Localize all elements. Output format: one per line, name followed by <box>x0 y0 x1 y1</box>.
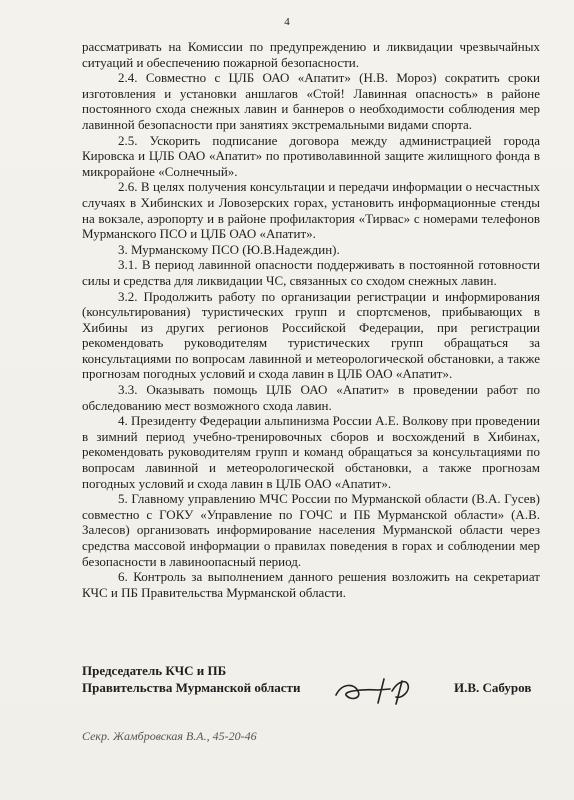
paragraph-3-3: 3.3. Оказывать помощь ЦЛБ ОАО «Апатит» в проведении работ по обследованию мест возможного схода лавин. <box>82 382 540 413</box>
document-body <box>82 39 540 600</box>
secretary-contact: Секр. Жамбровская В.А., 45-20-46 <box>82 729 257 743</box>
paragraph-5: 5. Главному управлению МЧС России по Мурманской области (В.А. Гусев) совместно с ГОКУ «Управление по ГОЧС и ПБ Мурманской области» (А.В. Залесов) организовать информирование населения Мурманской области через средства массовой информации о правилах поведения в горах и соблюдении мер безопасности в лавиноопасный период. <box>82 491 540 569</box>
paragraph-2-6: 2.6. В целях получения консультации и передачи информации о несчастных случаях в Хибинских и Ловозерских горах, установить информационные стенды на вокзале, аэропорту и в районе профилактория «Тирвас» с номерами телефонов Мурманского ПСО и ЦЛБ ОАО «Апатит». <box>82 179 540 242</box>
paragraph-3: 3. Мурманскому ПСО (Ю.В.Надеждин). <box>118 241 340 257</box>
paragraph-4: 4. Президенту Федерации альпинизма России А.Е. Волкову при проведении в зимний период учебно-тренировочных сборов и восхождений в Хибинах, рекомендовать руководителям групп и команд обращаться за консультациями по вопросам лавинной и метеорологической обстановки, а также прогнозам погодных условий и схода лавин в ЦЛБ ОАО «Апатит». <box>82 413 540 491</box>
signatory-name: И.В. Сабуров <box>454 680 532 695</box>
signatory-title-line2: Правительства Мурманской области <box>82 680 301 695</box>
signature-block <box>82 662 552 696</box>
paragraph-6: 6. Контроль за выполнением данного решения возложить на секретариат КЧС и ПБ Правительства Мурманской области. <box>82 569 540 600</box>
paragraph-3-2: 3.2. Продолжить работу по организации регистрации и информирования (консультирования) туристических групп и спортсменов, прибывающих в Хибины из других регионов Российской Федерации, при регистрации рекомендовать руководителям туристических групп обращаться за консультациями по вопросам лавинной и метеорологической обстановки, а также прогнозам погодных условий и схода лавин в ЦЛБ ОАО «Апатит». <box>82 288 540 382</box>
paragraph-2-4: 2.4. Совместно с ЦЛБ ОАО «Апатит» (Н.В. Мороз) сократить сроки изготовления и установки аншлагов «Стой! Лавинная опасность» в районе постоянного схода снежных лавин и баннеров о необходимости соблюдения мер лавинной безопасности при занятиях экстремальными видами спорта. <box>82 70 540 132</box>
paragraph-3-1: 3.1. В период лавинной опасности поддерживать в постоянной готовности силы и средства для ликвидации ЧС, связанных со сходом снежных лавин. <box>82 257 540 288</box>
handwritten-signature <box>332 673 444 705</box>
paragraph-continuation: рассматривать на Комиссии по предупреждению и ликвидации чрезвычайных ситуаций и обеспечению пожарной безопасности. <box>82 39 540 70</box>
signatory-title-line1: Председатель КЧС и ПБ <box>82 663 227 678</box>
page-number: 4 <box>284 16 290 28</box>
paragraph-2-5: 2.5. Ускорить подписание договора между администрацией города Кировска и ЦЛБ ОАО «Апатит» по противолавинной защите жилищного фонда в микрорайоне «Солнечный». <box>82 132 540 179</box>
